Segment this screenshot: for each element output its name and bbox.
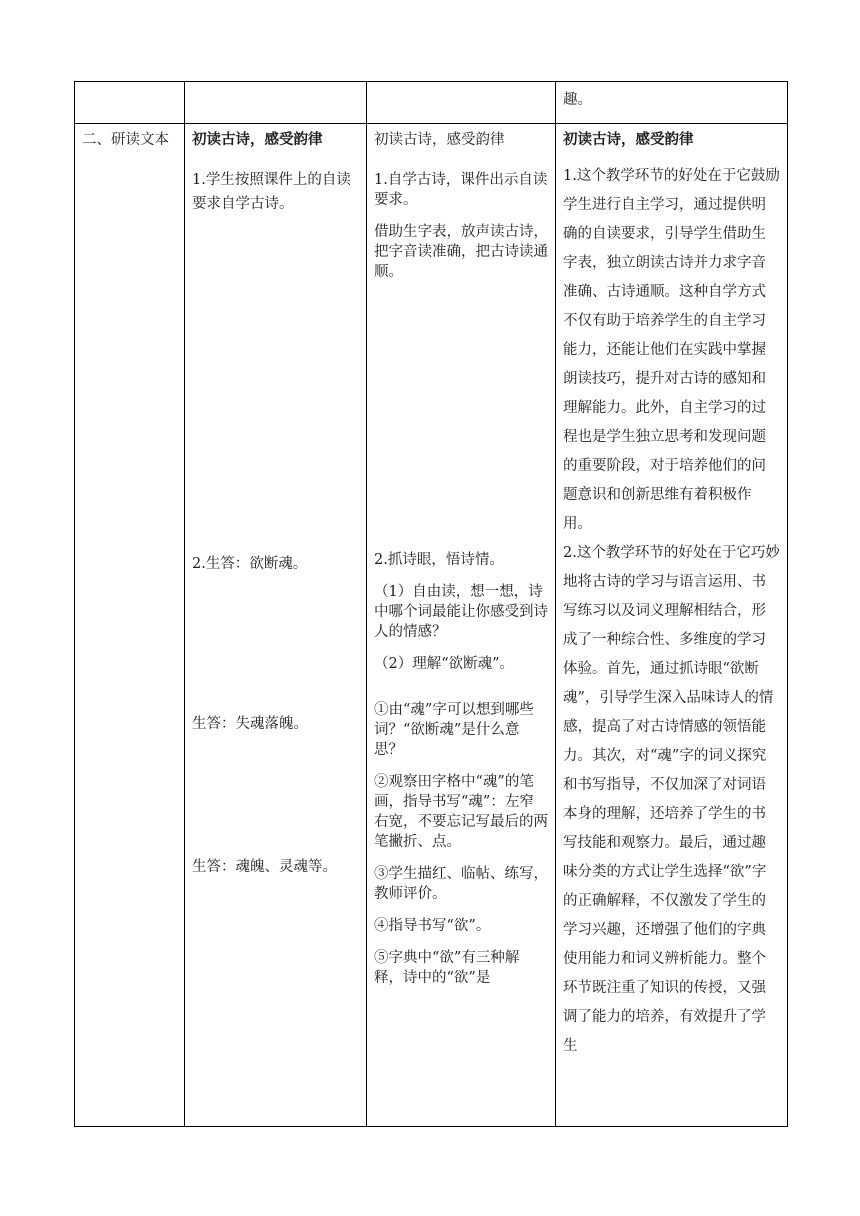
teacher-p3: 2.抓诗眼，悟诗情。 bbox=[374, 552, 504, 568]
teacher-heading: 初读古诗，感受韵律 bbox=[374, 132, 505, 148]
cell-teacher-empty bbox=[367, 82, 556, 124]
teacher-p5: （2）理解“欲断魂”。 bbox=[374, 656, 515, 672]
design-continued-text: 趣。 bbox=[563, 92, 592, 108]
design-p2: 2.这个教学环节的好处在于它巧妙地将古诗的学习与语言运用、书写练习以及词义理解相结合，形成了一种综合性、多维度的学习体验。首先，通过抓诗眼“欲断魂”，引导学生深入品味诗人的情感，提高了对古诗情感的领悟能力。其次，对“魂”字的词义探究和书写指导，不仅加深了对词语本身的理解，还培养了学生的书写技能和观察力。最后，通过趣味分类的方式让学生选择“欲”字的正确解释，不仅激发了学生的学习兴趣，还增强了他们的字典使用能力和词义辨析能力。整个环节既注重了知识的传授，又强调了能力的培养，有效提升了学生 bbox=[563, 545, 780, 1054]
teacher-p7: ②观察田字格中“魂”的笔画，指导书写“魂”：左窄右宽，不要忘记写最后的两笔撇折、点。 bbox=[374, 774, 548, 850]
student-heading: 初读古诗，感受韵律 bbox=[192, 131, 323, 148]
teacher-p1: 1.自学古诗，课件出示自读要求。 bbox=[374, 172, 548, 208]
table-row bbox=[75, 82, 788, 124]
student-p2: 2.生答：欲断魂。 bbox=[192, 556, 308, 572]
student-p4: 生答：魂魄、灵魂等。 bbox=[192, 859, 337, 875]
teacher-p6: ①由“魂”字可以想到哪些词？“欲断魂”是什么意思？ bbox=[374, 702, 534, 758]
teacher-p10: ⑤字典中“欲”有三种解释，诗中的“欲”是 bbox=[374, 950, 520, 986]
lesson-plan-table bbox=[74, 81, 788, 1127]
teacher-p8: ③学生描红、临帖、练写，教师评价。 bbox=[374, 866, 548, 902]
design-heading: 初读古诗，感受韵律 bbox=[563, 131, 694, 148]
stage-label: 二、研读文本 bbox=[82, 132, 169, 148]
design-p1: 1.这个教学环节的好处在于它鼓励学生进行自主学习，通过提供明确的自读要求，引导学生借助生字表，独立朗读古诗并力求字音准确、古诗通顺。这种自学方式不仅有助于培养学生的自主学习能力，还能让他们在实践中掌握朗读技巧，提升对古诗的感知和理解能力。此外，自主学习的过程也是学生独立思考和发现问题的重要阶段，对于培养他们的问题意识和创新思维有着积极作用。 bbox=[563, 168, 780, 532]
teacher-p4: （1）自由读，想一想，诗中哪个词最能让你感受到诗人的情感？ bbox=[374, 584, 548, 640]
student-p3: 生答：失魂落魄。 bbox=[192, 716, 308, 732]
table-row bbox=[75, 124, 788, 1127]
cell-design-continued bbox=[556, 82, 788, 124]
cell-student-activity bbox=[185, 124, 367, 1127]
teacher-p9: ④指导书写“欲”。 bbox=[374, 918, 491, 934]
cell-student-empty bbox=[185, 82, 367, 124]
cell-teacher-activity bbox=[367, 124, 556, 1127]
cell-stage-empty bbox=[75, 82, 185, 124]
cell-design-intent bbox=[556, 124, 788, 1127]
cell-stage bbox=[75, 124, 185, 1127]
student-p1: 1.学生按照课件上的自读要求自学古诗。 bbox=[192, 172, 351, 212]
teacher-p2: 借助生字表，放声读古诗，把字音读准确，把古诗读通顺。 bbox=[374, 224, 548, 280]
